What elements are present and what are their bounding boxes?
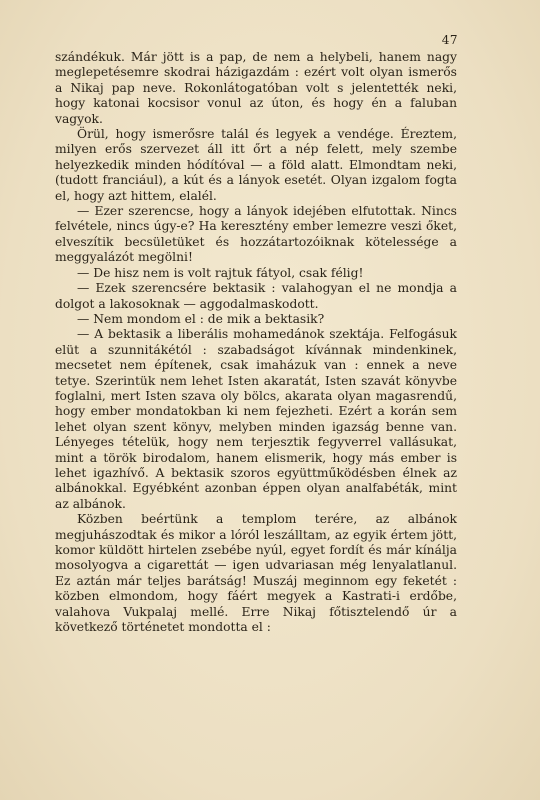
paragraph: — A bektasik a liberális mohamedánok szektája. Felfogásuk elüt a szunnitákétól : szabadságot kívánnak mindenkinek, mecsetet nem építenek, csak imaházuk van : ennek a neve tetye. Szerintük nem lehet Isten akaratát, Isten szavát könyvbe foglalni, mert Isten szava oly bölcs, akarata olyan magasrendű, hogy ember mondatokban ki nem fejezheti. Ezért a korán sem lehet olyan szent könyv, melyben minden igazság benne van. Lényeges tételük, hogy nem terjesztik fegyverrel vallásukat, mint a török birodalom, hanem elismerik, hogy más ember is lehet igazhívő. A bektasik szoros együttműködésben élnek az albánokkal. Egyébként azonban éppen olyan analfabéták, mint az albánok. [55,327,457,511]
paragraph: Közben beértünk a templom terére, az albánok megjuhászodtak és mikor a lóról leszálltam, az egyik értem jött, komor küldött hirtelen zsebébe nyúl, egyet fordít és már kínálja mosolyogva a cigarettát — igen udvariasan még lenyalatlanul. Ez aztán már teljes barátság! Muszáj meginnom egy feketét : közben elmondom, hogy fáért megyek a Kastrati-i erdőbe, valahova Vukpalaj mellé. Erre Nikaj főtisztelendő úr a következő történetet mondotta el : [55,512,457,635]
paragraph: — Nem mondom el : de mik a bektasik? [77,311,325,326]
paragraph: — Ezek szerencsére bektasik : valahogyan el ne mondja a dolgot a lakosoknak — aggodalmaskodott. [55,281,457,311]
paragraph: — Ezer szerencse, hogy a lányok idejében elfutottak. Nincs felvétele, nincs úgy-e? Ha keresztény ember lemezre veszi őket, elveszítik becsületüket és hozzátartozóiknak kötelessége a meggyalázót megölni! [55,204,457,265]
paragraph: szándékuk. Már jött is a pap, de nem a helybeli, hanem nagy meglepetésemre skodrai házigazdám : ezért volt olyan ismerős a Nikaj pap neve. Rokonlátogatóban volt s jelentették neki, hogy katonai kocsisor vonul az úton, és hogy én a faluban vagyok. [55,50,457,126]
page-number: 47 [441,33,458,47]
paragraph: Örül, hogy ismerősre talál és legyek a vendége. Éreztem, milyen erős szervezet áll itt őrt a nép felett, mely szembe helyezkedik minden hódítóval — a föld alatt. Elmondtam neki, (tudott franciául), a kút és a lányok esetét. Olyan izgalom fogta el, hogy azt hittem, elalél. [55,127,457,203]
paragraph: — De hisz nem is volt rajtuk fátyol, csak félig! [77,265,364,280]
body-text [55,50,457,635]
